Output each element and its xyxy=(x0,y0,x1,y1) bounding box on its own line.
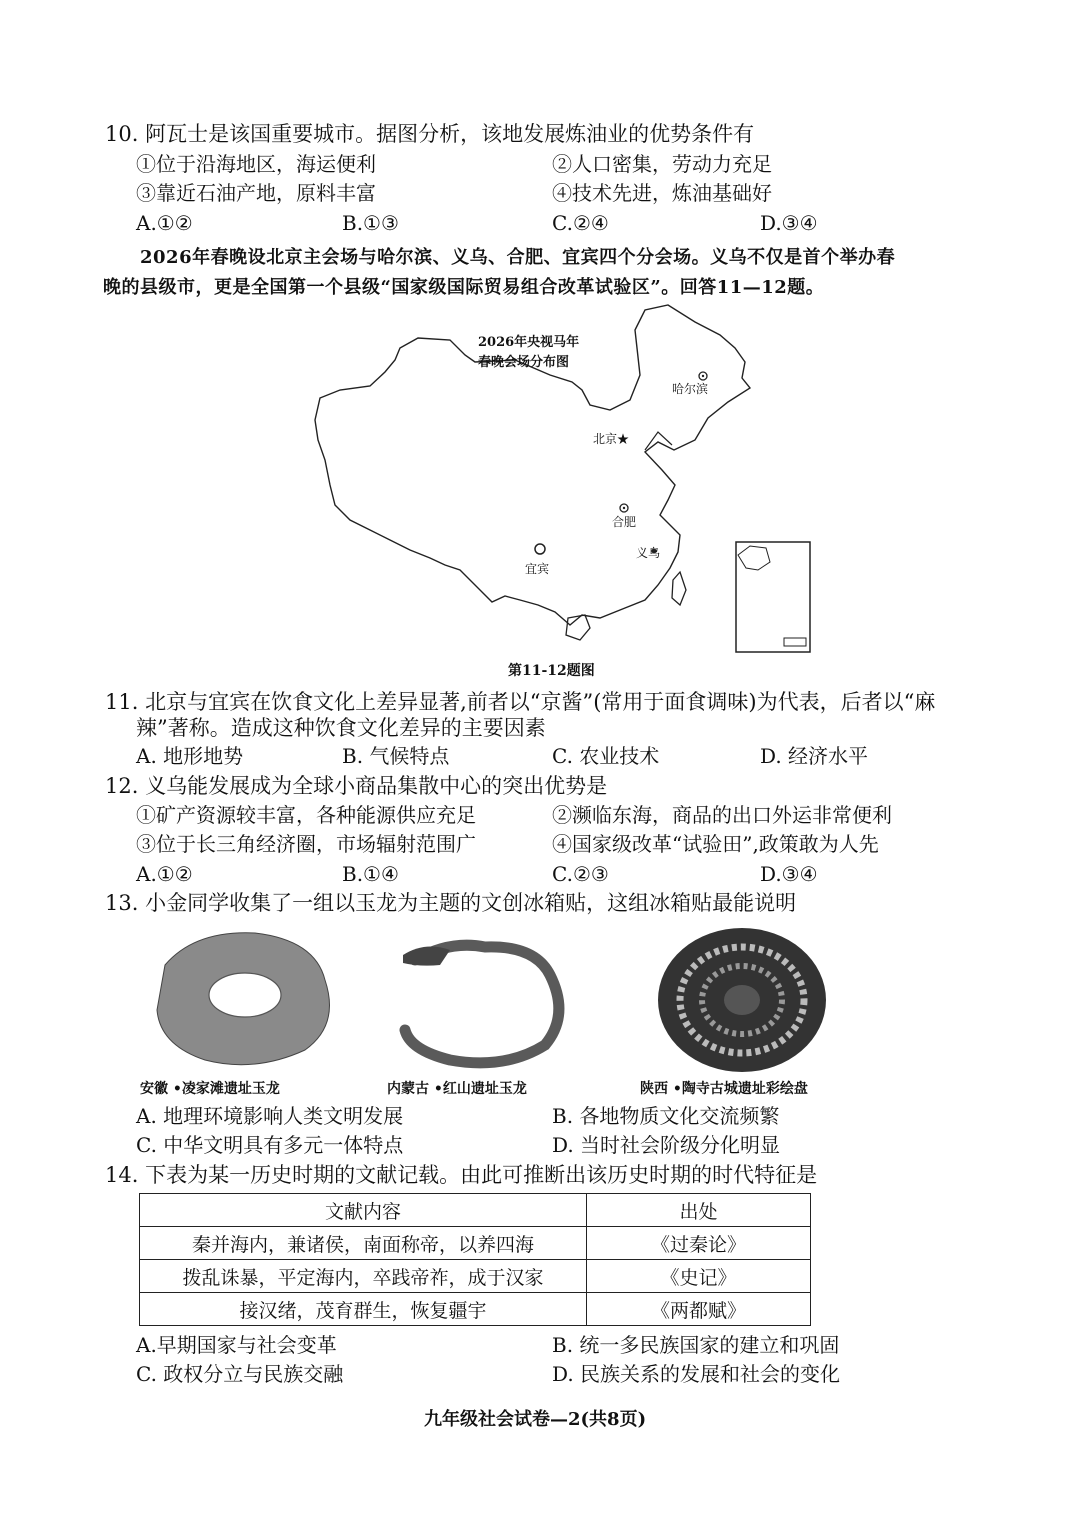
q10-option-d: D.③④ xyxy=(760,211,818,235)
q10-statement-4: ④技术先进，炼油基础好 xyxy=(552,181,772,205)
q13-option-b: B. 各地物质文化交流频繁 xyxy=(552,1104,780,1128)
q12-option-a: A.①② xyxy=(136,862,193,886)
table-row xyxy=(140,1260,811,1293)
q12-option-c: C.②③ xyxy=(552,862,609,886)
taiwan-island xyxy=(672,572,686,605)
city-label-yibin: 宜宾 xyxy=(525,562,550,576)
q12-stem: 12. 义乌能发展成为全球小商品集散中心的突出优势是 xyxy=(105,774,608,798)
q10-option-a: A.①② xyxy=(136,211,193,235)
q13-option-d: D. 当时社会阶级分化明显 xyxy=(552,1133,781,1157)
table-header-row xyxy=(140,1194,811,1227)
q11-option-a: A. 地形地势 xyxy=(136,744,244,768)
artifact-caption-2: 内蒙古 •红山遗址玉龙 xyxy=(387,1081,527,1097)
q12-statement-4: ④国家级改革“试验田”,政策敢为人先 xyxy=(552,832,879,856)
q12-option-b: B.①④ xyxy=(342,862,399,886)
map-title-line-1: 2026年央视马年 xyxy=(478,335,580,350)
q11-stem-line-1: 11. 北京与宜宾在饮食文化上差异显著,前者以“京酱”(常用于面食调味)为代表，后者以“麻 xyxy=(105,690,936,714)
map-caption: 第11-12题图 xyxy=(508,663,595,679)
q14-option-c: C. 政权分立与民族交融 xyxy=(136,1362,344,1386)
hongshan-jade-dragon-image xyxy=(395,935,595,1075)
q14-option-d: D. 民族关系的发展和社会的变化 xyxy=(552,1362,841,1386)
table-cell-content: 秦并海内，兼诸侯，南面称帝，以养四海 xyxy=(140,1227,587,1260)
map-title-line-2: 春晚会场分布图 xyxy=(478,355,570,370)
passage-line-2: 晚的县级市，更是全国第一个县级“国家级国际贸易组合改革试验区”。回答11—12题。 xyxy=(103,277,825,298)
table-cell-content: 拨乱诛暴，平定海内，卒践帝祚，成于汉家 xyxy=(140,1260,587,1293)
q12-statement-1: ①矿产资源较丰富，各种能源供应充足 xyxy=(136,803,476,827)
q11-option-c: C. 农业技术 xyxy=(552,744,660,768)
q14-stem: 14. 下表为某一历史时期的文献记载。由此可推断出该历史时期的时代特征是 xyxy=(105,1163,818,1187)
table-header-source: 出处 xyxy=(587,1194,811,1227)
q12-option-d: D.③④ xyxy=(760,862,818,886)
city-label-beijing: 北京★ xyxy=(593,432,630,446)
q10-option-b: B.①③ xyxy=(342,211,399,235)
table-row xyxy=(140,1293,811,1326)
page-footer: 九年级社会试卷—2(共8页) xyxy=(424,1409,647,1430)
q13-option-a: A. 地理环境影响人类文明发展 xyxy=(136,1104,404,1128)
table-cell-source: 《两都赋》 xyxy=(587,1293,811,1326)
q11-option-b: B. 气候特点 xyxy=(342,744,450,768)
q10-option-c: C.②④ xyxy=(552,211,609,235)
q11-stem-line-2: 辣”著称。造成这种饮食文化差异的主要因素 xyxy=(136,716,546,740)
city-label-hefei: 合肥 xyxy=(612,515,637,529)
table-header-content: 文献内容 xyxy=(140,1194,587,1227)
q10-stem: 10. 阿瓦士是该国重要城市。据图分析，该地发展炼油业的优势条件有 xyxy=(105,122,755,146)
q11-option-d: D. 经济水平 xyxy=(760,744,869,768)
yibin-marker xyxy=(535,544,545,554)
q13-stem: 13. 小金同学收集了一组以玉龙为主题的文创冰箱贴，这组冰箱贴最能说明 xyxy=(105,891,797,915)
q13-option-c: C. 中华文明具有多元一体特点 xyxy=(136,1133,404,1157)
q12-statement-2: ②濒临东海，商品的出口外运非常便利 xyxy=(552,803,892,827)
lingjiatan-jade-dragon-image xyxy=(145,925,345,1075)
table-cell-source: 《过秦论》 xyxy=(587,1227,811,1260)
city-label-harbin: 哈尔滨 xyxy=(672,382,709,396)
q14-option-b: B. 统一多民族国家的建立和巩固 xyxy=(552,1333,840,1357)
artifact-caption-1: 安徽 •凌家滩遗址玉龙 xyxy=(140,1081,280,1097)
passage-line-1: 2026年春晚设北京主会场与哈尔滨、义乌、合肥、宜宾四个分会场。义乌不仅是首个举办春 xyxy=(140,247,896,268)
south-china-sea-inset xyxy=(736,542,810,652)
table-row xyxy=(140,1227,811,1260)
city-label-yiwu: 义乌 xyxy=(636,546,661,560)
table-cell-content: 接汉绪，茂育群生，恢复疆宇 xyxy=(140,1293,587,1326)
artifact-caption-3: 陕西 •陶寺古城遗址彩绘盘 xyxy=(640,1081,808,1097)
q12-statement-3: ③位于长三角经济圈，市场辐射范围广 xyxy=(136,832,476,856)
q10-statement-2: ②人口密集，劳动力充足 xyxy=(552,152,772,176)
q10-statement-3: ③靠近石油产地，原料丰富 xyxy=(136,181,376,205)
taosi-painted-plate-image xyxy=(655,925,830,1075)
q10-statement-1: ①位于沿海地区，海运便利 xyxy=(136,152,376,176)
q14-option-a: A.早期国家与社会变革 xyxy=(136,1333,337,1357)
q14-document-table xyxy=(139,1193,811,1326)
table-cell-source: 《史记》 xyxy=(587,1260,811,1293)
